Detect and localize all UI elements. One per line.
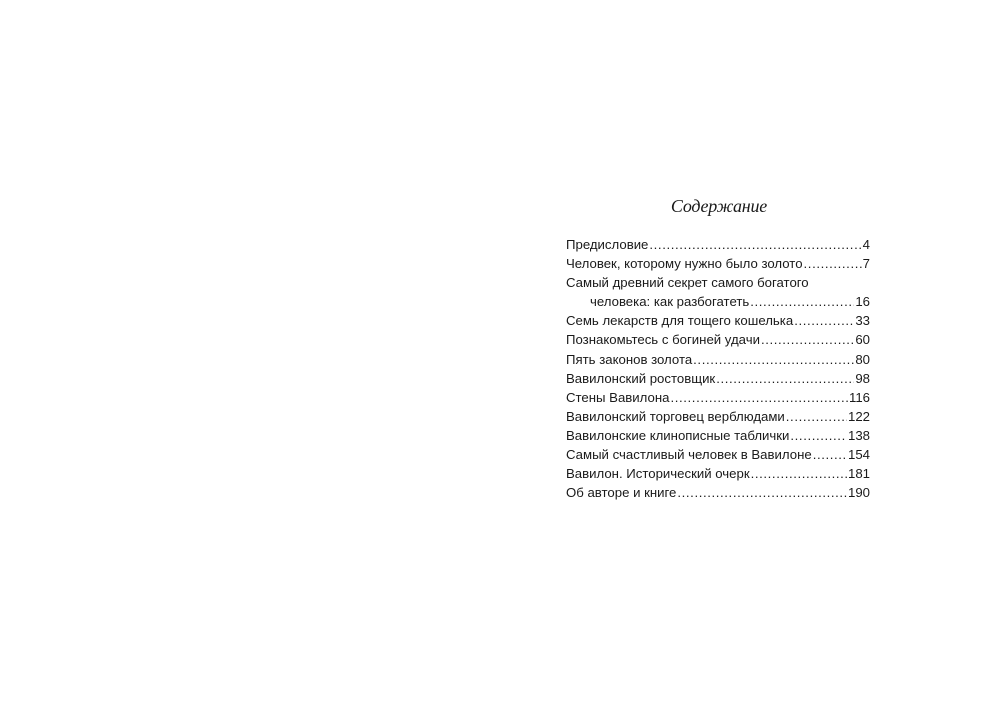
toc-entry-goddess-of-luck <box>566 330 870 349</box>
table-of-contents <box>566 235 870 502</box>
toc-entry-page: 122 <box>847 408 870 424</box>
toc-entry-page: 181 <box>847 466 870 482</box>
toc-entry-moneylender <box>566 369 870 388</box>
toc-entry-historical-sketch <box>566 464 870 483</box>
toc-entry-title: Пять законов золота <box>566 351 693 367</box>
toc-entry-title: Вавилонский ростовщик <box>566 370 716 386</box>
toc-entry-page: 80 <box>855 351 870 367</box>
toc-dot-leader <box>804 254 862 273</box>
toc-entry-camel-trader <box>566 407 870 426</box>
toc-entry-title: Самый счастливый человек в Вавилоне <box>566 447 812 463</box>
toc-entry-preface <box>566 235 870 254</box>
toc-entry-page: 98 <box>855 370 870 386</box>
toc-entry-five-laws <box>566 350 870 369</box>
toc-entry-page: 116 <box>848 389 870 405</box>
toc-dot-leader <box>761 330 854 349</box>
toc-dot-leader <box>750 292 854 311</box>
toc-entry-page: 138 <box>847 427 870 443</box>
toc-entry-page: 60 <box>855 332 870 348</box>
toc-dot-leader <box>813 445 847 464</box>
toc-entry-title: Вавилонские клинописные таблички <box>566 427 790 443</box>
toc-dot-leader <box>670 388 847 407</box>
toc-entry-title: Вавилон. Исторический очерк <box>566 466 750 482</box>
toc-dot-leader <box>677 483 847 502</box>
toc-entry-clay-tablets <box>566 426 870 445</box>
toc-entry-page: 190 <box>847 485 870 501</box>
toc-dot-leader <box>649 235 861 254</box>
toc-entry-seven-cures <box>566 311 870 330</box>
toc-dot-leader <box>751 464 847 483</box>
toc-title: Содержание <box>670 196 768 216</box>
toc-entry-title: Семь лекарств для тощего кошелька <box>566 313 794 329</box>
toc-entry-title-continuation: человека: как разбогатеть <box>590 294 750 310</box>
toc-entry-title: Предисловие <box>566 237 649 252</box>
toc-entry-luckiest-man <box>566 445 870 464</box>
toc-entry-oldest-secret <box>566 273 870 311</box>
toc-dot-leader <box>790 426 847 445</box>
toc-entry-title: Об авторе и книге <box>566 485 677 501</box>
toc-entry-title: Познакомьтесь с богиней удачи <box>566 332 760 348</box>
toc-entry-page: 16 <box>855 294 870 310</box>
toc-entry-walls <box>566 388 870 407</box>
toc-dot-leader <box>716 369 854 388</box>
toc-entry-man-who-needed-gold <box>566 254 870 273</box>
toc-entry-page: 154 <box>847 447 870 463</box>
toc-entry-title: Вавилонский торговец верблюдами <box>566 408 785 424</box>
toc-entry-page: 7 <box>862 256 870 272</box>
toc-entry-title: Самый древний секрет самого богатого <box>566 275 809 291</box>
toc-entry-title: Человек, которому нужно было золото <box>566 256 803 272</box>
toc-entry-page: 33 <box>855 313 870 329</box>
toc-entry-page: 4 <box>862 237 870 252</box>
toc-dot-leader <box>794 311 854 330</box>
toc-dot-leader <box>693 350 854 369</box>
toc-entry-about-author <box>566 483 870 502</box>
toc-entry-title: Стены Вавилона <box>566 389 670 405</box>
toc-dot-leader <box>786 407 847 426</box>
